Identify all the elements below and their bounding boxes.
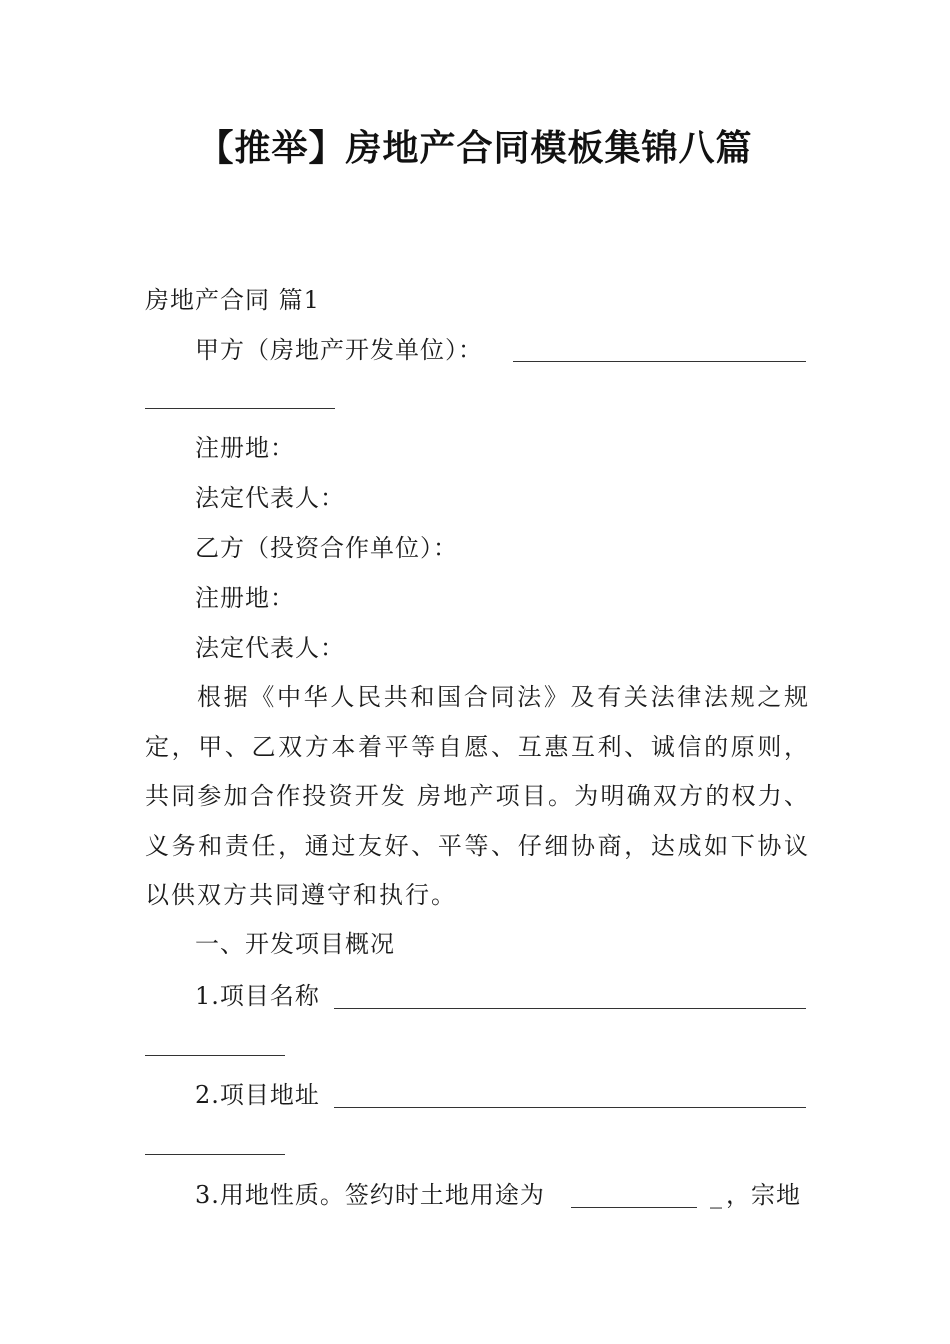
item-project-address: 2.项目地址: [195, 1081, 320, 1109]
party-a-legal-representative: 法定代表人：: [195, 484, 345, 512]
party-a-blank-line: [513, 361, 806, 362]
item-land-use-suffix: ，宗地: [726, 1181, 801, 1209]
party-a-registered-address: 注册地：: [195, 434, 295, 462]
project-address-blank-line: [334, 1107, 806, 1108]
party-a-blank-line-cont: [145, 408, 335, 409]
party-b-legal-representative: 法定代表人：: [195, 634, 345, 662]
item-land-use-prefix: 3.用地性质。签约时土地用途为: [195, 1181, 545, 1209]
party-b-registered-address: 注册地：: [195, 584, 295, 612]
project-name-blank-line: [334, 1008, 806, 1009]
party-b-label: 乙方（投资合作单位）：: [195, 534, 458, 562]
item-project-name: 1.项目名称: [195, 982, 320, 1010]
project-name-blank-line-cont: [145, 1055, 285, 1056]
article-1-heading: 一、开发项目概况: [195, 930, 395, 958]
land-use-underscore: _: [710, 1181, 723, 1209]
land-use-blank-line: [571, 1207, 697, 1208]
intro-paragraph: 根据《中华人民共和国合同法》及有关法律法规之规定，甲、乙双方本着平等自愿、互惠互利、诚信的原则，共同参加合作投资开发 房地产项目。为明确双方的权力、义务和责任，通过友好、平等、仔细协商，达成如下协议以供双方共同遵守和执行。: [145, 683, 810, 909]
party-a-label: 甲方（房地产开发单位）：: [195, 336, 483, 364]
project-address-blank-line-cont: [145, 1154, 285, 1155]
section-heading: 房地产合同 篇1: [145, 286, 320, 314]
document-title: 【推举】房地产合同模板集锦八篇: [197, 128, 753, 169]
